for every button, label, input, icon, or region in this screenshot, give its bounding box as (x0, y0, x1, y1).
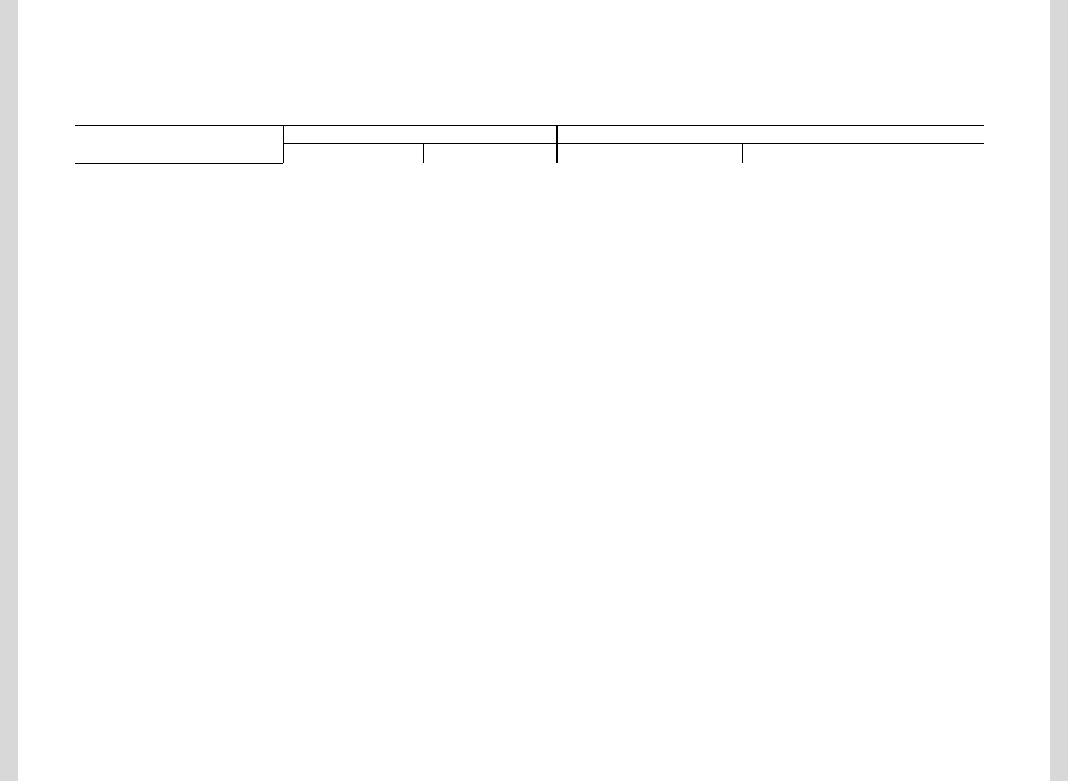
seasonally-adjusted-header (283, 126, 557, 144)
industry-header (75, 126, 283, 164)
new-orders-table (75, 125, 984, 164)
monthly-nsa-header (557, 144, 742, 164)
document-page (18, 0, 1050, 781)
percent-change-header (423, 144, 557, 164)
year-to-date-header (743, 144, 984, 164)
monthly-header (283, 144, 423, 164)
not-seasonally-adjusted-header (557, 126, 984, 144)
